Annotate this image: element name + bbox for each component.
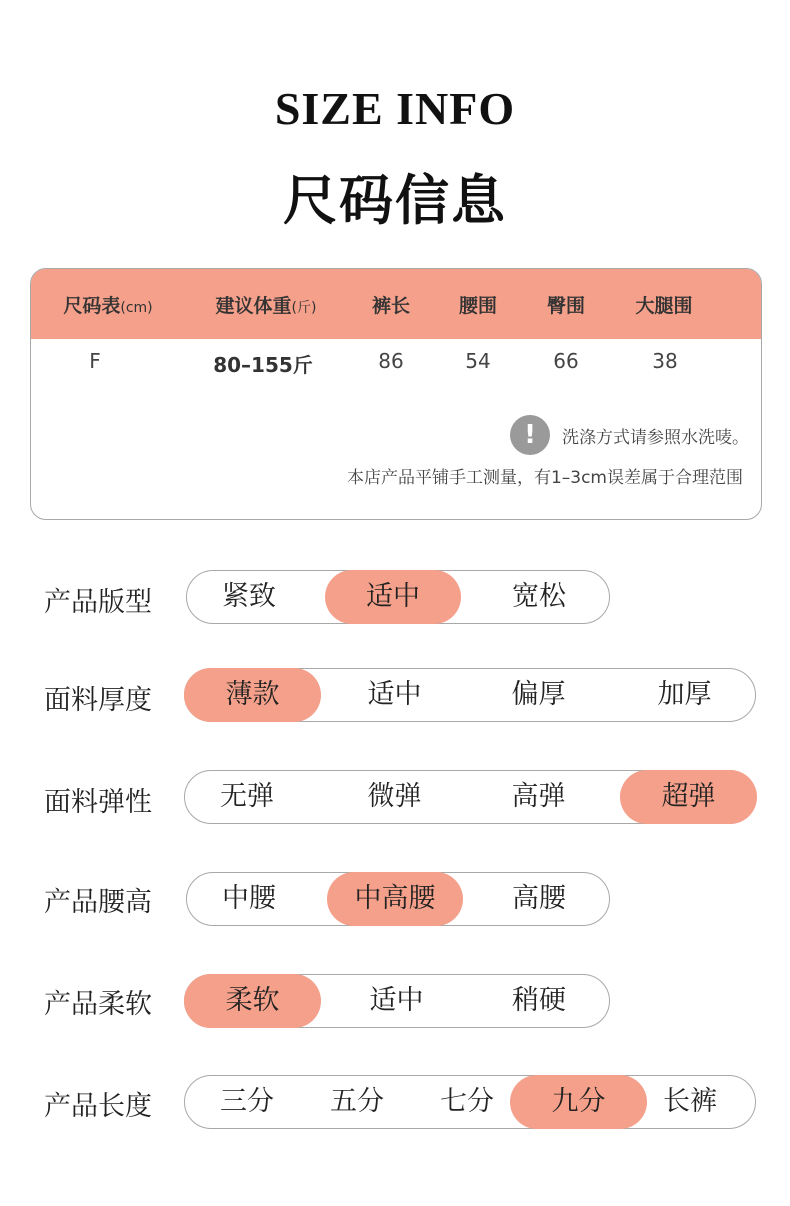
option-thickness-regular[interactable]: 适中 bbox=[367, 679, 422, 710]
option-full-length[interactable]: 长裤 bbox=[663, 1086, 717, 1117]
attr-label-waist-rise: 产品腰高 bbox=[44, 887, 152, 918]
option-fit-regular[interactable]: 适中 bbox=[325, 570, 461, 624]
cell-thigh: 38 bbox=[652, 349, 678, 373]
option-no-stretch[interactable]: 无弹 bbox=[220, 781, 274, 812]
attr-label-fit: 产品版型 bbox=[44, 587, 152, 618]
cell-waist: 54 bbox=[465, 349, 491, 373]
attr-label-thickness: 面料厚度 bbox=[44, 685, 152, 716]
title-english: SIZE INFO bbox=[274, 83, 516, 134]
option-loose[interactable]: 宽松 bbox=[512, 581, 566, 612]
option-super-stretch[interactable]: 超弹 bbox=[620, 770, 757, 824]
header-hip: 臀围 bbox=[546, 295, 586, 317]
attr-length-selector bbox=[184, 1075, 756, 1129]
cell-weight: 80–155斤 bbox=[213, 353, 313, 377]
option-thick[interactable]: 加厚 bbox=[657, 679, 712, 710]
attr-softness-selector bbox=[184, 974, 610, 1028]
option-high-stretch[interactable]: 高弹 bbox=[511, 781, 566, 812]
header-thigh: 大腿围 bbox=[635, 295, 693, 317]
attr-waist-rise-selector bbox=[186, 872, 610, 926]
header-length: 裤长 bbox=[371, 295, 411, 317]
size-table-header bbox=[31, 269, 761, 339]
option-high-rise[interactable]: 高腰 bbox=[512, 883, 566, 914]
option-three-tenths[interactable]: 三分 bbox=[220, 1086, 274, 1117]
option-mid-high-rise[interactable]: 中高腰 bbox=[327, 872, 463, 926]
header-weight: 建议体重(斤) bbox=[215, 295, 317, 317]
option-five-tenths[interactable]: 五分 bbox=[330, 1086, 384, 1117]
care-text: 洗涤方式请参照水洗唛。 bbox=[562, 427, 749, 448]
option-tight[interactable]: 紧致 bbox=[222, 581, 276, 612]
option-slightly-stiff[interactable]: 稍硬 bbox=[512, 985, 566, 1016]
option-soft[interactable]: 柔软 bbox=[184, 974, 321, 1028]
option-thickish[interactable]: 偏厚 bbox=[511, 679, 566, 710]
option-seven-tenths[interactable]: 七分 bbox=[440, 1086, 494, 1117]
attr-label-length: 产品长度 bbox=[44, 1091, 152, 1122]
exclamation-icon: ! bbox=[510, 415, 550, 455]
option-mid-rise[interactable]: 中腰 bbox=[222, 883, 276, 914]
attr-elasticity-selector bbox=[184, 770, 756, 824]
title-chinese: 尺码信息 bbox=[283, 169, 507, 232]
header-size: 尺码表(cm) bbox=[63, 295, 153, 317]
cell-hip: 66 bbox=[553, 349, 579, 373]
cell-size: F bbox=[89, 349, 101, 373]
attr-thickness-selector bbox=[184, 668, 756, 722]
size-table-card bbox=[30, 268, 762, 520]
option-thin[interactable]: 薄款 bbox=[184, 668, 321, 722]
attr-label-elasticity: 面料弹性 bbox=[44, 787, 152, 818]
header-waist: 腰围 bbox=[458, 295, 498, 317]
attr-label-softness: 产品柔软 bbox=[44, 989, 152, 1020]
option-slight-stretch[interactable]: 微弹 bbox=[367, 781, 422, 812]
attr-fit-selector bbox=[186, 570, 610, 624]
option-nine-tenths[interactable]: 九分 bbox=[510, 1075, 647, 1129]
option-softness-regular[interactable]: 适中 bbox=[369, 985, 424, 1016]
measurement-note: 本店产品平铺手工测量，有1–3cm误差属于合理范围 bbox=[346, 468, 743, 488]
care-instruction bbox=[510, 415, 749, 455]
cell-length: 86 bbox=[378, 349, 404, 373]
